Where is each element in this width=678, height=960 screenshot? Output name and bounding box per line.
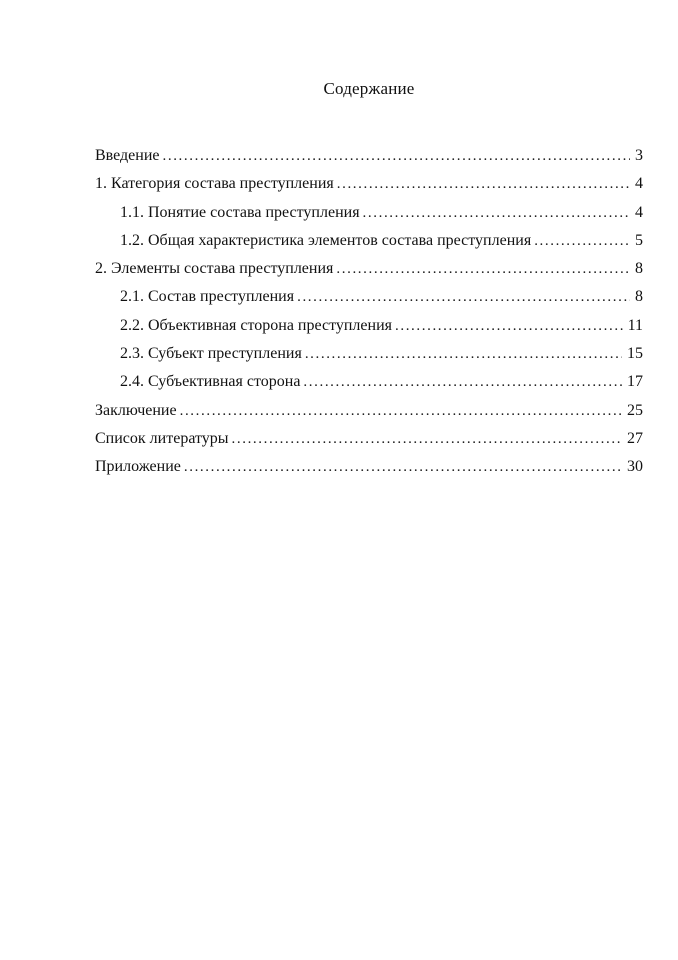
page-title: Содержание xyxy=(323,79,415,98)
toc-entry-label: Заключение xyxy=(95,401,177,419)
toc-page-number: 4 xyxy=(635,175,643,193)
toc-leader-dots xyxy=(303,368,622,396)
toc-entry xyxy=(95,397,643,425)
toc-entry xyxy=(95,453,643,481)
toc-page-number: 17 xyxy=(627,373,643,391)
toc-leader-dots xyxy=(232,425,622,453)
toc-entry-label: 2.2. Объективная сторона преступления xyxy=(120,316,392,334)
toc-entry xyxy=(95,227,643,255)
toc-page-number: 11 xyxy=(627,316,643,334)
toc-entry xyxy=(95,170,643,198)
toc-entry xyxy=(95,199,643,227)
table-of-contents xyxy=(95,142,643,482)
toc-entry xyxy=(95,340,643,368)
toc-leader-dots xyxy=(180,397,622,425)
toc-entry-label: 1. Категория состава преступления xyxy=(95,175,334,193)
toc-page-number: 5 xyxy=(635,231,643,249)
toc-leader-dots xyxy=(305,340,622,368)
toc-leader-dots xyxy=(163,142,631,170)
toc-leader-dots xyxy=(534,227,630,255)
toc-entry-label: 2.1. Состав преступления xyxy=(120,288,295,306)
toc-page-number: 4 xyxy=(635,203,643,221)
toc-entry-label: 2.3. Субъект преступления xyxy=(120,345,302,363)
toc-page-number: 8 xyxy=(635,260,643,278)
toc-leader-dots xyxy=(363,199,630,227)
toc-page-number: 3 xyxy=(635,147,643,164)
toc-entry xyxy=(95,368,643,396)
toc-leader-dots xyxy=(395,312,623,340)
toc-page-number: 8 xyxy=(635,288,643,306)
toc-leader-dots xyxy=(337,170,630,198)
toc-entry-label: 1.2. Общая характеристика элементов состава преступления xyxy=(120,231,532,249)
toc-entry-label: 2. Элементы состава преступления xyxy=(95,260,334,278)
toc-entry-label: Введение xyxy=(95,147,160,164)
toc-entry xyxy=(95,283,643,311)
toc-entry xyxy=(95,255,643,283)
toc-page-number: 25 xyxy=(627,401,643,419)
toc-entry xyxy=(95,312,643,340)
toc-entry xyxy=(95,425,643,453)
toc-page-number: 27 xyxy=(627,429,643,447)
toc-leader-dots xyxy=(184,453,622,481)
toc-entry-label: Список литературы xyxy=(95,429,229,447)
toc-entry-label: 1.1. Понятие состава преступления xyxy=(120,203,360,221)
toc-entry xyxy=(95,142,643,170)
toc-page-number: 15 xyxy=(627,345,643,363)
toc-entry-label: Приложение xyxy=(95,458,181,476)
toc-leader-dots xyxy=(297,283,630,311)
toc-page-number: 30 xyxy=(627,458,643,476)
toc-entry-label: 2.4. Субъективная сторона xyxy=(120,373,301,391)
toc-leader-dots xyxy=(336,255,630,283)
